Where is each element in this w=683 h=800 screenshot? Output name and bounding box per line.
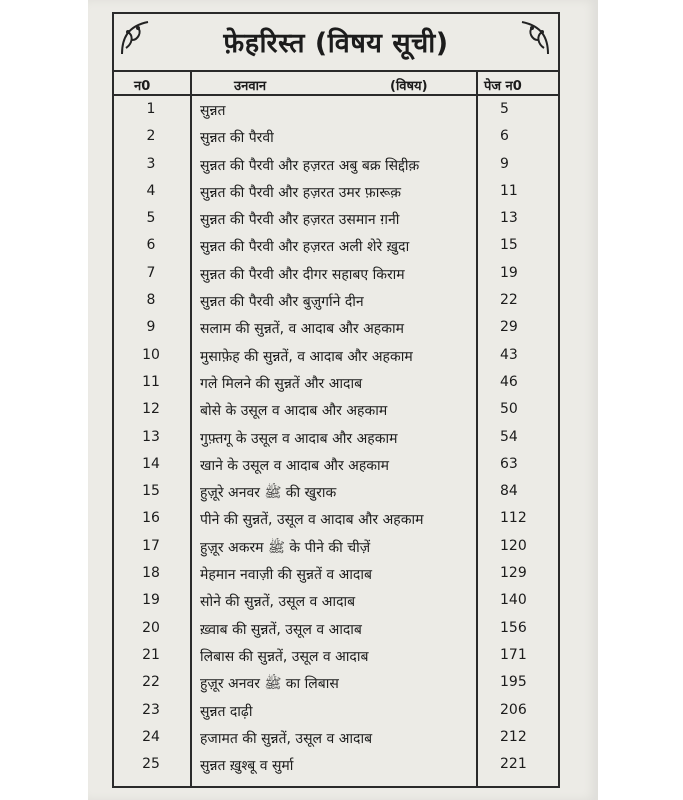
row-title: सुन्नत <box>200 103 226 119</box>
row-page: 212 <box>500 728 527 745</box>
row-number: 9 <box>146 319 156 336</box>
row-page: 5 <box>500 101 509 117</box>
table-row <box>112 314 560 341</box>
row-title: सुन्नत दाढ़ी <box>200 703 253 720</box>
table-row <box>112 232 560 259</box>
row-number: 25 <box>142 756 160 773</box>
table-row <box>112 287 560 314</box>
row-page: 140 <box>500 592 527 609</box>
row-number: 2 <box>146 128 156 145</box>
row-number: 18 <box>142 565 160 582</box>
corner-ornament-icon <box>118 18 156 58</box>
row-title: सुन्नत ख़ुश्बू व सुर्मा <box>200 758 294 775</box>
row-page: 6 <box>500 128 509 145</box>
row-title: गले मिलने की सुन्नतें और आदाब <box>200 375 363 392</box>
row-title: बोसे के उसूल व आदाब और अहकाम <box>200 403 388 420</box>
row-number: 4 <box>146 182 156 199</box>
row-title: सुन्नत की पैरवी और हज़रत अली शेरे ख़ुदा <box>200 239 410 256</box>
row-page: 54 <box>500 428 518 445</box>
row-title: सोने की सुन्नतें, उसूल व आदाब <box>200 594 356 611</box>
row-page: 46 <box>500 373 518 390</box>
table-row <box>112 587 560 614</box>
row-page: 206 <box>500 701 527 718</box>
table-row <box>112 205 560 232</box>
header-page: पेज न0 <box>484 79 522 94</box>
row-number: 13 <box>142 428 160 445</box>
row-title: हजामत की सुन्नतें, उसूल व आदाब <box>200 730 373 747</box>
header-subject: (विषय) <box>390 79 428 94</box>
table-row <box>112 96 560 123</box>
table-row <box>112 424 560 451</box>
row-number: 15 <box>142 483 160 500</box>
table-row <box>112 123 560 150</box>
row-number: 5 <box>146 210 156 227</box>
row-number: 12 <box>142 401 160 418</box>
row-page: 112 <box>500 510 527 527</box>
row-page: 13 <box>500 210 518 227</box>
row-page: 63 <box>500 455 518 472</box>
row-page: 129 <box>500 565 527 582</box>
row-number: 19 <box>142 592 160 609</box>
row-number: 21 <box>142 646 160 663</box>
row-number: 24 <box>142 728 160 745</box>
row-page: 43 <box>500 346 518 363</box>
row-title: सलाम की सुन्नतें, व आदाब और अहकाम <box>200 321 404 338</box>
row-page: 120 <box>500 537 527 554</box>
table-row <box>112 505 560 532</box>
row-page: 22 <box>500 292 518 309</box>
table-row <box>112 478 560 505</box>
row-title: मेहमान नवाज़ी की सुन्नतें व आदाब <box>200 567 372 584</box>
table-row <box>112 533 560 560</box>
table-row <box>112 151 560 178</box>
header-no: न0 <box>134 79 151 94</box>
row-title: खाने के उसूल व आदाब और अहकाम <box>200 457 390 474</box>
header-title: उनवान <box>234 79 267 94</box>
row-title: गुफ़्तगू के उसूल व आदाब और अहकाम <box>200 430 398 447</box>
row-title: सुन्नत की पैरवी <box>200 130 274 147</box>
row-page: 50 <box>500 401 518 418</box>
table-row <box>112 396 560 423</box>
row-page: 156 <box>500 619 527 636</box>
table-row <box>112 642 560 669</box>
row-title: ख़्वाब की सुन्नतें, उसूल व आदाब <box>200 621 362 638</box>
row-number: 16 <box>142 510 160 527</box>
table-row <box>112 751 560 778</box>
page-title: फ़ेहरिस्त (विषय सूची) <box>223 27 449 59</box>
table-row <box>112 560 560 587</box>
row-page: 11 <box>500 182 518 199</box>
table-row <box>112 260 560 287</box>
row-title: सुन्नत की पैरवी और बुज़ुर्गाने दीन <box>200 294 364 311</box>
row-title: हुज़ूरे अनवर ﷺ की खुराक <box>200 485 337 502</box>
row-number: 23 <box>142 701 160 718</box>
row-title: मुसाफ़ेह की सुन्नतें, व आदाब और अहकाम <box>200 348 413 365</box>
table-row <box>112 697 560 724</box>
corner-ornament-icon <box>514 18 552 58</box>
table-row <box>112 615 560 642</box>
row-title: सुन्नत की पैरवी और हज़रत उसमान ग़नी <box>200 212 400 229</box>
row-title: सुन्नत की पैरवी और दीगर सहाबए किराम <box>200 266 405 283</box>
row-page: 9 <box>500 155 509 172</box>
row-number: 1 <box>146 101 156 117</box>
row-page: 195 <box>500 674 527 691</box>
row-page: 29 <box>500 319 518 336</box>
row-page: 19 <box>500 264 518 281</box>
row-page: 84 <box>500 483 518 500</box>
row-title: सुन्नत की पैरवी और हज़रत अबु बक्र सिद्दीक़ <box>200 157 420 174</box>
row-number: 3 <box>146 155 156 172</box>
table-row <box>112 724 560 751</box>
row-number: 20 <box>142 619 160 636</box>
row-number: 10 <box>142 346 160 363</box>
row-number: 17 <box>142 537 160 554</box>
table-row <box>112 342 560 369</box>
row-number: 6 <box>146 237 156 254</box>
row-title: सुन्नत की पैरवी और हज़रत उमर फ़ारूक़ <box>200 184 401 201</box>
row-title: हुज़ूर अनवर ﷺ का लिबास <box>200 676 339 693</box>
row-number: 8 <box>146 292 156 309</box>
table-header <box>112 72 560 96</box>
row-page: 171 <box>500 646 527 663</box>
table-row <box>112 178 560 205</box>
table-body <box>112 96 560 778</box>
row-title: हुज़ूर अकरम ﷺ के पीने की चीज़ें <box>200 539 371 556</box>
row-number: 11 <box>142 373 160 390</box>
row-number: 7 <box>146 264 156 281</box>
row-title: लिबास की सुन्नतें, उसूल व आदाब <box>200 648 369 665</box>
row-title: पीने की सुन्नतें, उसूल व आदाब और अहकाम <box>200 512 424 529</box>
row-number: 22 <box>142 674 160 691</box>
row-number: 14 <box>142 455 160 472</box>
table-row <box>112 669 560 696</box>
table-row <box>112 451 560 478</box>
row-page: 15 <box>500 237 518 254</box>
title-box <box>112 12 560 72</box>
table-row <box>112 369 560 396</box>
row-page: 221 <box>500 756 527 773</box>
